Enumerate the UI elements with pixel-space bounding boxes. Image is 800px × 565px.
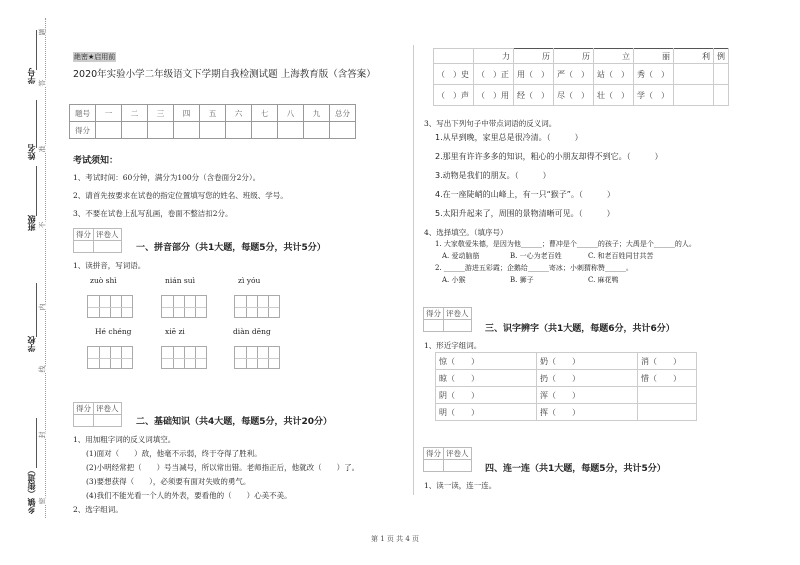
- word-blank-cell[interactable]: 学（ ）: [634, 85, 674, 106]
- word-blank-cell[interactable]: （ ）正: [474, 64, 514, 85]
- seal-char: 不: [38, 221, 47, 229]
- grader-reviewer-label: 评卷人: [94, 229, 122, 241]
- score-input-cell[interactable]: [148, 122, 174, 139]
- option: A. 爱动脑筋: [442, 252, 480, 260]
- field-name: 姓名: [27, 144, 36, 160]
- word-blank-cell[interactable]: 严（ ）: [554, 64, 594, 85]
- pinyin-prompt: nián suì: [165, 276, 195, 285]
- score-header-cell: 总分: [330, 105, 356, 122]
- option: C. 麻花鸭: [588, 276, 619, 284]
- seal-char: 准: [38, 145, 47, 153]
- score-header-cell: 八: [278, 105, 304, 122]
- question-item: 5.太阳升起来了，周围的景物清晰可见。（ ）: [435, 209, 615, 218]
- grader-score-label: 得分: [74, 403, 94, 415]
- word-blank-cell[interactable]: 经（ ）: [514, 85, 554, 106]
- score-header-cell: 六: [226, 105, 252, 122]
- seal-char: 封: [38, 431, 47, 439]
- word-blank-cell[interactable]: （ ）史: [434, 64, 474, 85]
- field-line: [36, 418, 37, 468]
- grader-score-label: 得分: [74, 229, 94, 241]
- grader-reviewer-label: 评卷人: [444, 308, 472, 320]
- grader-box: [423, 447, 472, 472]
- writing-grid[interactable]: [234, 295, 280, 318]
- word-header-cell: 例: [714, 49, 729, 64]
- question-item: (4)我们不能光看一个人的外表，要看他的（ ）心美不美。: [86, 491, 292, 500]
- option: B. 一心为老百姓: [510, 252, 562, 260]
- char-blank[interactable]: 晾（ ）: [436, 370, 537, 387]
- word-header-cell: 立: [594, 49, 634, 64]
- similar-char-table: [435, 352, 697, 421]
- section-1-title: 一、拼音部分（共1大题，每题5分，共计5分）: [136, 243, 326, 253]
- field-line: [36, 30, 37, 70]
- score-header-cell: 题号: [70, 105, 96, 122]
- score-header-cell: 五: [200, 105, 226, 122]
- word-header-cell: 利: [674, 49, 714, 64]
- option: B. 狮子: [510, 276, 534, 284]
- pinyin-prompt: zuò shì: [90, 276, 117, 285]
- page-number: 第 1 页 共 4 页: [371, 535, 420, 543]
- pinyin-prompt: zì yóu: [238, 276, 261, 285]
- grader-score-cell[interactable]: [424, 460, 444, 472]
- field-line: [36, 100, 37, 148]
- grader-reviewer-cell[interactable]: [444, 320, 472, 332]
- score-input-cell[interactable]: [252, 122, 278, 139]
- seal-char: 内: [38, 303, 47, 311]
- word-blank-cell[interactable]: 用（ ）: [514, 64, 554, 85]
- score-header-cell: 七: [252, 105, 278, 122]
- confidential-badge: 絶密★启用前: [74, 53, 116, 61]
- word-blank-cell: [674, 85, 714, 106]
- section-3-title: 三、识字辨字（共1大题，每题6分，共计6分）: [485, 324, 675, 334]
- pinyin-prompt: Hé chéng: [95, 327, 132, 336]
- word-blank-cell[interactable]: 尽（ ）: [554, 85, 594, 106]
- score-header-cell: 四: [174, 105, 200, 122]
- section-2-title: 二、基础知识（共4大题，每题5分，共计20分）: [136, 417, 333, 427]
- grader-box: [73, 228, 122, 253]
- writing-grid[interactable]: [234, 346, 280, 369]
- writing-grid[interactable]: [161, 346, 207, 369]
- question-text: 1、形近字组词。: [424, 341, 482, 350]
- score-input-cell[interactable]: [200, 122, 226, 139]
- notice-heading: 考试须知：: [73, 156, 119, 166]
- char-blank[interactable]: 奶（ ）: [537, 353, 638, 370]
- option: C. 和老百姓同甘共苦: [588, 252, 654, 260]
- word-blank-cell[interactable]: （ ）声: [434, 85, 474, 106]
- field-line: [36, 166, 37, 216]
- word-blank-cell[interactable]: 壮（ ）: [594, 85, 634, 106]
- char-empty: [638, 404, 697, 421]
- section-4-title: 四、连一连（共1大题，每题5分，共计5分）: [485, 464, 666, 474]
- grader-reviewer-cell[interactable]: [444, 460, 472, 472]
- word-blank-cell[interactable]: 秀（ ）: [634, 64, 674, 85]
- question-text: 2、选字组词。: [73, 505, 123, 514]
- question-item: (2)小明经常把（ ）号当减号，所以常出错。老师指正后，他就改（ ）了。: [86, 463, 360, 472]
- page-title: 2020年实验小学二年级语文下学期自我检测试题 上海教育版（含答案）: [73, 69, 376, 80]
- question-text: 4、选择填空。（填序号）: [424, 228, 508, 237]
- word-header-cell: 历: [514, 49, 554, 64]
- word-blank-cell[interactable]: 站（ ）: [594, 64, 634, 85]
- field-class: 班级: [27, 215, 36, 231]
- grader-score-cell[interactable]: [74, 415, 94, 427]
- grader-reviewer-cell[interactable]: [94, 415, 122, 427]
- question-item: 4.在一座陡峭的山峰上，有一只“猴子”。（ ）: [435, 190, 615, 199]
- char-blank[interactable]: 浑（ ）: [537, 387, 638, 404]
- char-blank[interactable]: 消（ ）: [638, 353, 697, 370]
- char-blank[interactable]: 阴（ ）: [436, 387, 537, 404]
- question-item: 1.从早到晚，家里总是很冷清。（ ）: [435, 133, 583, 142]
- word-header-cell: 力: [474, 49, 514, 64]
- word-header-cell: [434, 49, 474, 64]
- seal-char: 答: [38, 79, 47, 87]
- char-blank[interactable]: 明（ ）: [436, 404, 537, 421]
- char-blank[interactable]: 惜（ ）: [638, 370, 697, 387]
- notice-item: 1、考试时间：60分钟，满分为100分（含卷面分2分）。: [73, 173, 261, 182]
- question-item: 2.那里有许许多多的知识，粗心的小朋友却得不到它。（ ）: [435, 152, 663, 161]
- word-empty-cell: [714, 85, 729, 106]
- grader-box: [423, 307, 472, 332]
- word-choice-table: [433, 48, 729, 106]
- question-item: (3)要想获得（ ），必须要有面对失败的勇气。: [86, 477, 251, 486]
- writing-grid[interactable]: [161, 295, 207, 318]
- word-blank-cell[interactable]: （ ）用: [474, 85, 514, 106]
- option: A. 小猴: [442, 276, 466, 284]
- grader-score-cell[interactable]: [424, 320, 444, 332]
- grader-reviewer-label: 评卷人: [444, 448, 472, 460]
- field-school: 学校: [27, 336, 36, 352]
- question-item: 3.动物是我们的朋友。（ ）: [435, 171, 551, 180]
- notice-item: 3、不要在试卷上乱写乱画，卷面不整洁扣2分。: [73, 209, 233, 218]
- grader-reviewer-label: 评卷人: [94, 403, 122, 415]
- score-header-cell: 一: [96, 105, 122, 122]
- question-item: 1. 大家敬爱朱德，是因为他______；曹冲是个______的孩子；大禹是个______的人。: [435, 240, 696, 248]
- char-empty: [638, 387, 697, 404]
- char-blank[interactable]: 惊（ ）: [436, 353, 537, 370]
- word-blank-cell: [674, 64, 714, 85]
- char-blank[interactable]: 扔（ ）: [537, 370, 638, 387]
- question-text: 1、读拼音，写词语。: [73, 261, 146, 270]
- score-header-cell: 九: [304, 105, 330, 122]
- char-blank[interactable]: 挥（ ）: [537, 404, 638, 421]
- grader-score-label: 得分: [424, 308, 444, 320]
- question-item: 2. ______游进五彩霞；企鹅给______寄冰；小刺猬称赞______。: [435, 264, 633, 272]
- pinyin-prompt: xiē zi: [165, 327, 185, 336]
- score-header-cell: 二: [122, 105, 148, 122]
- score-input-cell[interactable]: [122, 122, 148, 139]
- grader-score-label: 得分: [424, 448, 444, 460]
- word-header-cell: 历: [554, 49, 594, 64]
- word-header-cell: 丽: [634, 49, 674, 64]
- grader-box: [73, 402, 122, 427]
- question-text: 1、用加粗字词的反义词填空。: [73, 435, 176, 444]
- question-text: 3、写出下列句子中带点词语的反义词。: [424, 119, 557, 128]
- score-input-cell[interactable]: [226, 122, 252, 139]
- score-header-cell: 三: [148, 105, 174, 122]
- seal-char: 题: [38, 28, 47, 36]
- question-text: 1、读一读，连一连。: [424, 481, 497, 490]
- column-divider: [413, 45, 414, 495]
- word-empty-cell: [714, 64, 729, 85]
- field-student-id: 学号: [27, 68, 36, 84]
- score-row-label: 得分: [70, 122, 96, 139]
- score-input-cell[interactable]: [278, 122, 304, 139]
- pinyin-prompt: diàn dēng: [233, 327, 271, 336]
- score-input-cell[interactable]: [174, 122, 200, 139]
- binding-dotted-line: [45, 18, 46, 518]
- score-input-cell[interactable]: [330, 122, 356, 139]
- writing-grid[interactable]: [87, 346, 133, 369]
- score-input-cell[interactable]: [304, 122, 330, 139]
- question-item: (1)面对（ ）敌，他毫不示弱，终于夺得了胜利。: [86, 449, 262, 458]
- field-township: 乡镇（街道）: [27, 466, 36, 514]
- grader-score-cell[interactable]: [74, 241, 94, 253]
- score-table: [69, 104, 356, 139]
- notice-item: 2、请首先按要求在试卷的指定位置填写您的姓名、班级、学号。: [73, 191, 288, 200]
- seal-char: 密: [38, 497, 47, 505]
- seal-char: 线: [38, 365, 47, 373]
- writing-grid[interactable]: [87, 295, 133, 318]
- grader-reviewer-cell[interactable]: [94, 241, 122, 253]
- score-input-cell[interactable]: [96, 122, 122, 139]
